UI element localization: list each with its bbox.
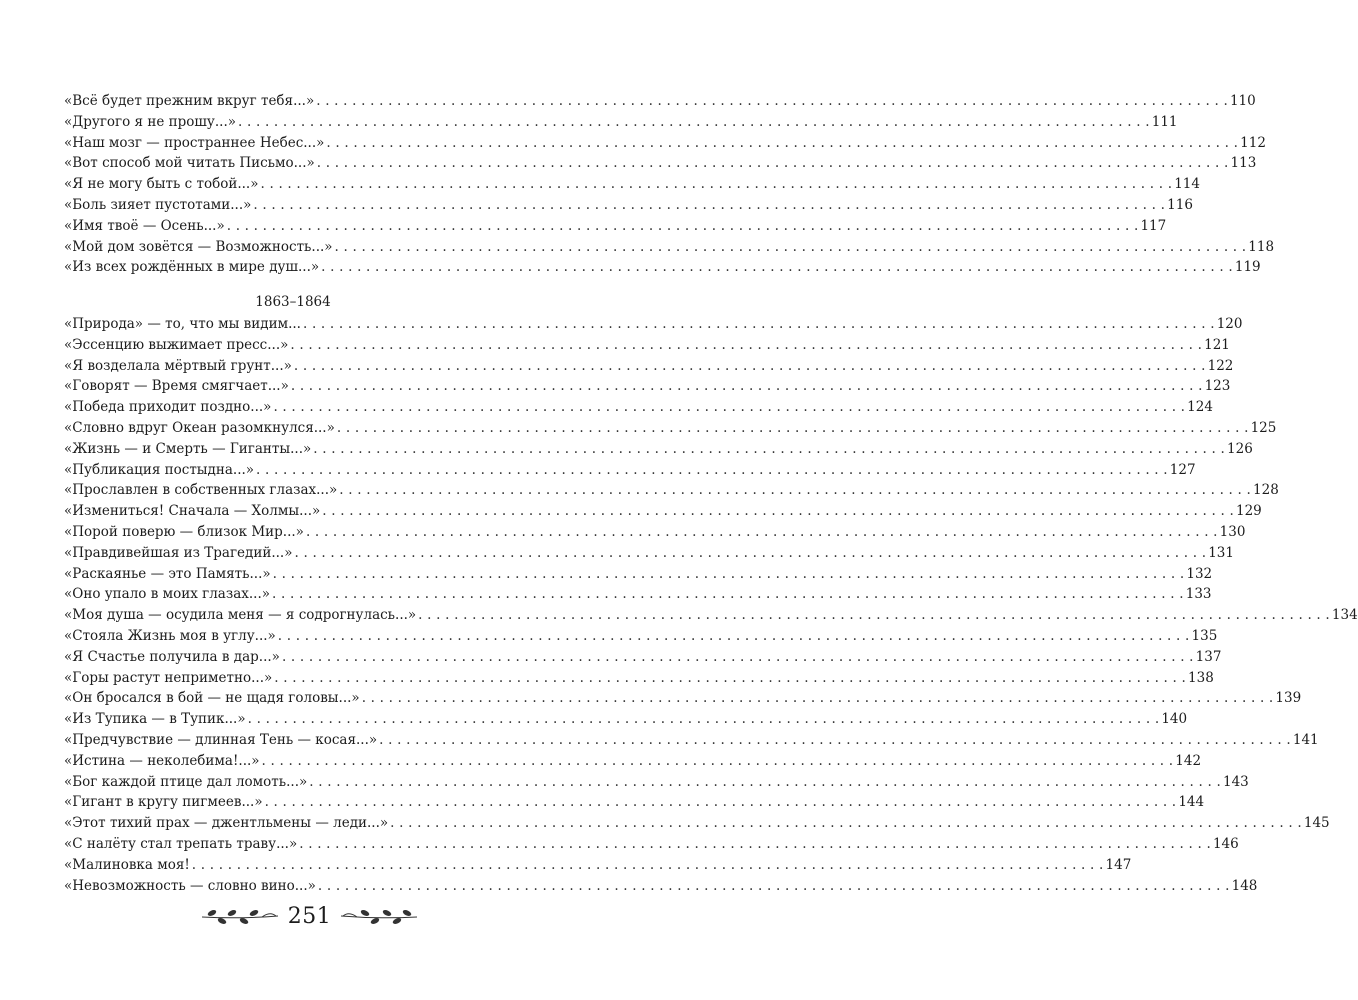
toc-entry-title: «Он бросался в бой — не щадя головы...» [64,690,360,707]
toc-entry-page: 122 [1207,357,1234,374]
toc-entry-title: «Говорят — Время смягчает...» [64,378,289,395]
dot-leader [253,195,1165,216]
toc-entry-title: «Из Тупика — в Тупик...» [64,711,246,728]
toc-entry-title: «Этот тихий прах — джентльмены — леди...» [64,815,389,832]
toc-entry [64,584,1212,605]
dot-leader [303,314,1215,335]
toc-entry [64,335,1230,356]
toc-entry-page: 110 [1229,93,1256,109]
toc-entry [64,730,1319,751]
toc-entry-title: «Мой дом зовётся — Возможность...» [64,238,333,255]
toc-entry-page: 113 [1230,155,1257,172]
toc-entry-title: «Гигант в кругу пигмеев...» [64,794,263,811]
toc-entry-page: 127 [1169,461,1196,478]
dot-leader [362,688,1274,709]
toc-entry [64,112,1178,133]
toc-entry-page: 144 [1178,794,1205,811]
dot-leader [313,439,1225,460]
toc-entry-title: «Порой поверю — близок Мир...» [64,523,304,540]
dot-leader [337,418,1249,439]
toc-entry [64,876,1258,897]
toc-entry-page: 146 [1212,835,1239,852]
dot-leader [339,480,1251,501]
toc-list-top [64,91,1275,278]
dot-leader [379,730,1291,751]
dot-leader [262,751,1174,772]
dot-leader [273,564,1185,585]
toc-entry [64,543,1234,564]
dot-leader [238,112,1150,133]
toc-entry [64,855,1132,876]
dot-leader [291,376,1203,397]
dot-leader [278,626,1190,647]
toc-entry [64,439,1253,460]
toc-entry [64,174,1200,195]
toc-entry-page: 133 [1185,586,1212,603]
toc-entry [64,834,1239,855]
toc-entry-page: 143 [1222,773,1249,790]
toc-entry-page: 124 [1187,399,1213,416]
left-ornament-icon [200,905,280,927]
toc-entry-title: «Имя твоё — Осень...» [64,217,225,234]
section-title: 1863–1864 [255,294,331,310]
toc-entry-title: «Публикация постыдна...» [64,461,255,478]
toc-entry-page: 123 [1204,378,1231,395]
dot-leader [227,216,1139,237]
dot-leader [273,397,1185,418]
toc-entry-title: «Всё будет прежним вкруг тебя...» [64,93,315,109]
toc-entry [64,91,1256,112]
dot-leader [390,813,1302,834]
toc-entry [64,314,1243,335]
toc-entry-page: 135 [1191,627,1218,644]
toc-entry-title: «Моя душа — осудила меня — я содрогнулась...» [64,607,417,624]
toc-entry [64,688,1302,709]
toc-entry-page: 132 [1186,565,1213,582]
dot-leader [309,772,1221,793]
toc-entry [64,813,1330,834]
toc-entry [64,133,1266,154]
dot-leader [321,257,1233,278]
dot-leader [299,834,1211,855]
toc-entry-title: «С налёту стал трепать траву...» [64,835,298,852]
dot-leader [282,647,1194,668]
toc-entry [64,751,1202,772]
toc-entry-title: «Вот способ мой читать Письмо...» [64,155,315,172]
toc-entry-title: «Природа» — то, что мы видим... [64,316,301,332]
dot-leader [317,153,1229,174]
toc-entry-page: 145 [1303,815,1330,832]
right-ornament-icon [339,905,419,927]
toc-entry-page: 139 [1275,690,1302,707]
toc-entry-title: «Словно вдруг Океан разомкнулся...» [64,419,335,436]
dot-leader [248,709,1160,730]
toc-entry [64,480,1279,501]
toc-entry [64,522,1246,543]
toc-entry-page: 130 [1219,523,1246,540]
toc-entry [64,460,1196,481]
toc-entry-page: 118 [1248,238,1275,255]
toc-entry [64,153,1257,174]
toc-entry-page: 111 [1151,113,1178,130]
toc-entry-title: «Боль зияет пустотами...» [64,196,252,213]
dot-leader [316,91,1228,112]
dot-leader [294,543,1206,564]
dot-leader [335,237,1247,258]
toc-entry-title: «Измениться! Сначала — Холмы...» [64,503,321,520]
toc-entry-title: «Жизнь — и Смерть — Гиганты...» [64,440,312,457]
toc-entry-page: 147 [1105,856,1132,873]
toc-entry-page: 114 [1174,176,1200,193]
dot-leader [272,584,1184,605]
toc-entry-page: 138 [1188,669,1214,686]
toc-list-section [64,314,1358,896]
toc-entry-page: 140 [1161,711,1188,728]
dot-leader [294,356,1206,377]
toc-entry-page: 112 [1240,134,1266,151]
toc-entry-page: 148 [1231,877,1258,894]
toc-entry [64,195,1193,216]
toc-entry [64,605,1358,626]
toc-entry-title: «Эссенцию выжимает пресс...» [64,336,289,353]
toc-entry [64,356,1234,377]
toc-entry [64,237,1275,258]
dot-leader [306,522,1218,543]
toc-entry [64,668,1214,689]
toc-entry-page: 134 [1331,607,1358,624]
toc-entry [64,647,1222,668]
toc-entry-page: 121 [1204,336,1230,353]
dot-leader [260,174,1172,195]
toc-entry-page: 137 [1195,648,1222,665]
toc-entry-page: 128 [1253,482,1279,499]
page-footer [0,896,619,936]
toc-entry-page: 117 [1140,217,1167,234]
dot-leader [256,460,1168,481]
dot-leader [290,335,1202,356]
dot-leader [326,133,1238,154]
dot-leader [318,876,1230,897]
toc-entry-title: «Наш мозг — пространнее Небес...» [64,134,325,151]
toc-entry-title: «Горы растут неприметно...» [64,669,273,686]
toc-entry-title: «Оно упало в моих глазах...» [64,586,271,603]
toc-entry-title: «Из всех рождённых в мире душ...» [64,259,320,276]
toc-entry-page: 116 [1167,196,1193,213]
toc-entry-page: 141 [1292,731,1319,748]
toc-entry-title: «Другого я не прошу...» [64,113,236,130]
toc-entry [64,626,1218,647]
toc-entry-title: «Малиновка моя! [64,856,190,873]
toc-entry-title: «Истина — неколебима!...» [64,752,260,769]
dot-leader [265,792,1177,813]
toc-entry [64,257,1261,278]
toc-entry-page: 129 [1235,503,1262,520]
toc-entry-title: «Бог каждой птице дал ломоть...» [64,773,308,790]
toc-entry [64,792,1205,813]
toc-entry-title: «Невозможность — словно вино...» [64,877,316,894]
toc-entry [64,501,1262,522]
dot-leader [274,668,1186,689]
dot-leader [322,501,1234,522]
dot-leader [192,855,1104,876]
toc-entry-page: 120 [1216,316,1243,332]
toc-entry-title: «Я не могу быть с тобой...» [64,176,259,193]
dot-leader [418,605,1330,626]
toc-entry-page: 142 [1175,752,1202,769]
toc-entry-title: «Я Счастье получила в дар...» [64,648,280,665]
toc-entry-page: 126 [1227,440,1253,457]
toc-entry [64,418,1277,439]
toc-entry [64,564,1213,585]
toc-entry-title: «Правдивейшая из Трагедий...» [64,544,293,561]
toc-entry-title: «Предчувствие — длинная Тень — косая...» [64,731,378,748]
toc-entry-title: «Прославлен в собственных глазах...» [64,482,338,499]
toc-entry [64,376,1231,397]
toc-entry-title: «Раскаянье — это Память...» [64,565,271,582]
toc-entry [64,709,1188,730]
toc-entry [64,772,1249,793]
toc-entry [64,397,1213,418]
toc-entry-title: «Я возделала мёртвый грунт...» [64,357,292,374]
toc-entry-title: «Победа приходит поздно...» [64,399,272,416]
toc-entry-page: 125 [1250,419,1277,436]
toc-entry-page: 131 [1208,544,1234,561]
page-number: 251 [287,903,332,929]
toc-entry [64,216,1167,237]
toc-entry-title: «Стояла Жизнь моя в углу...» [64,627,276,644]
toc-entry-page: 119 [1234,259,1261,276]
